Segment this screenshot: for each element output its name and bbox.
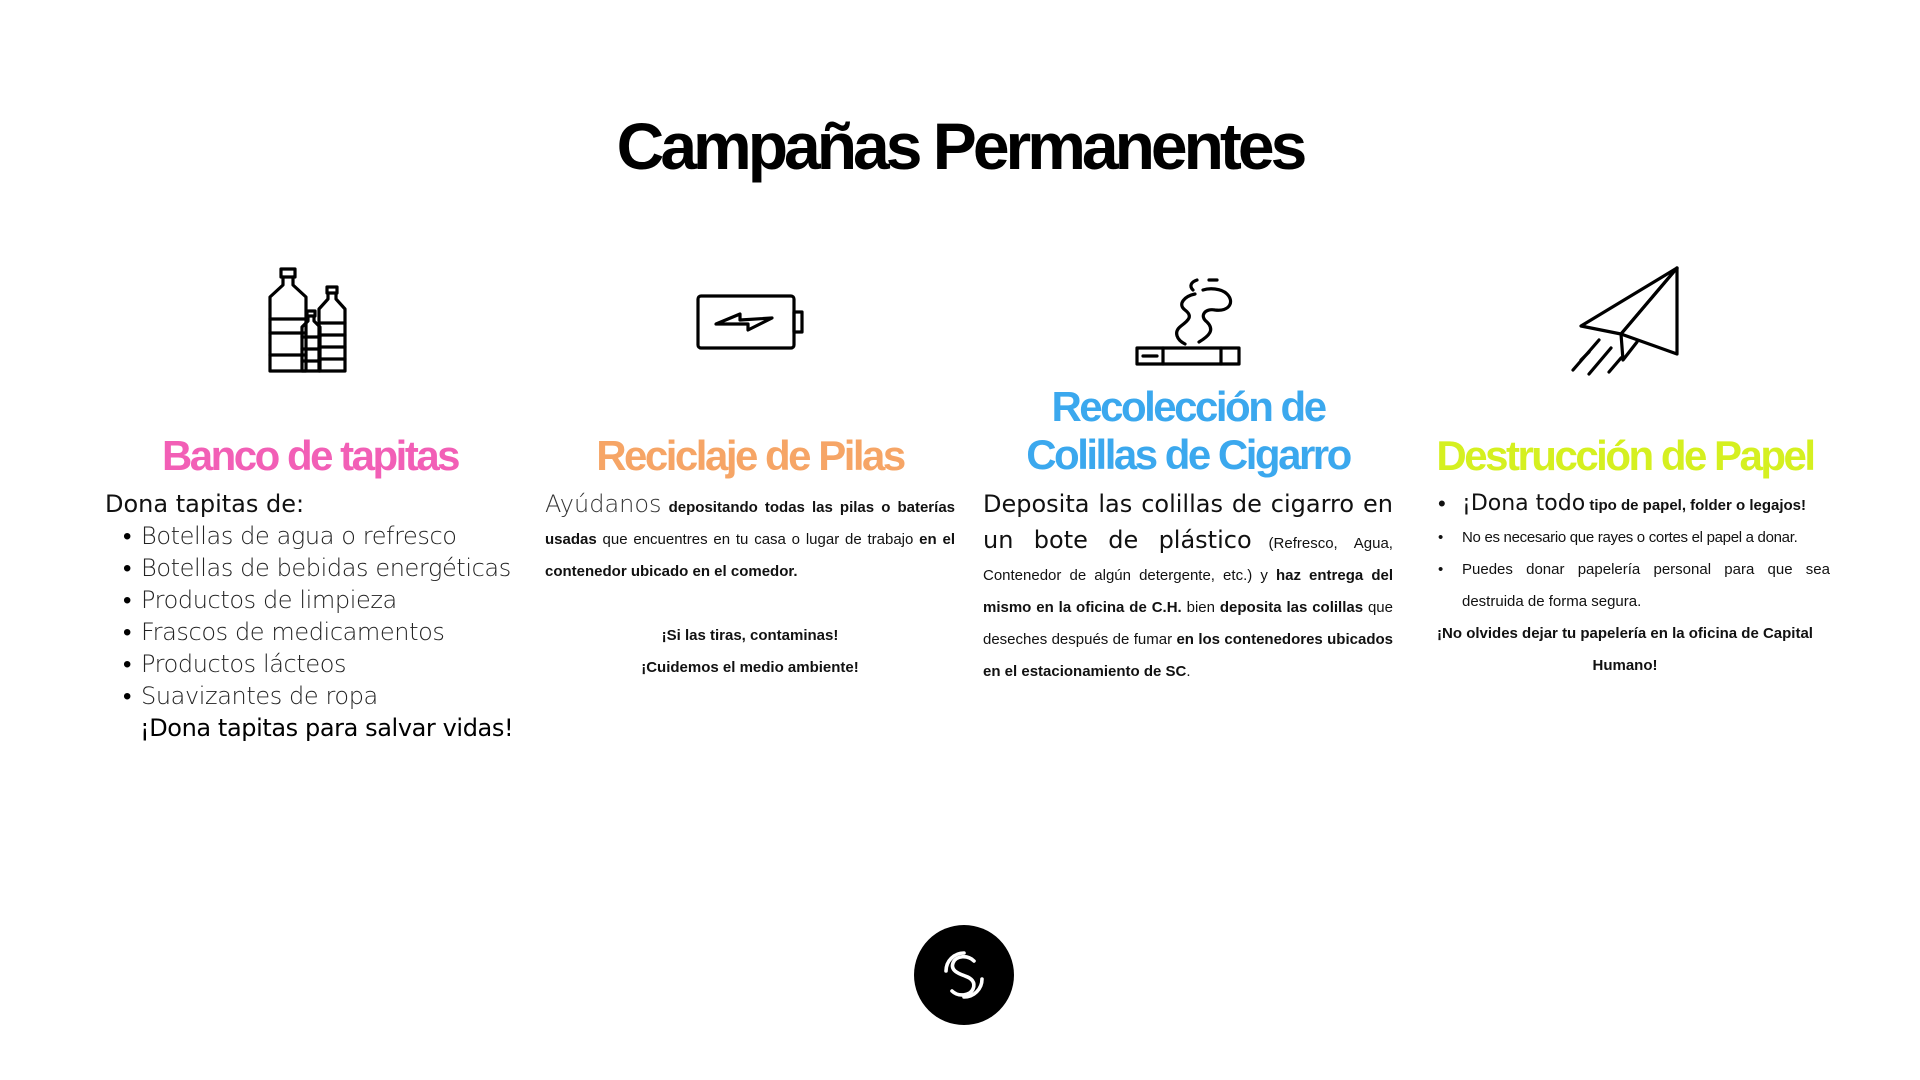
list-item: • ¡Dona todo tipo de papel, folder o legajos! <box>1438 488 1830 522</box>
list-item: • Productos lácteos <box>123 648 515 680</box>
campaign-title: Banco de tapitas <box>161 432 459 479</box>
campaign-papel <box>1420 262 1830 682</box>
list-item: • Botellas de agua o refresco <box>123 520 515 552</box>
tapitas-list <box>105 520 515 712</box>
bottles-icon <box>105 262 515 382</box>
campaign-pilas <box>545 262 955 684</box>
campaign-tapitas <box>105 262 515 744</box>
list-item: • Frascos de medicamentos <box>123 616 515 648</box>
list-item: • Puedes donar papelería personal para que sea destruida de forma segura. <box>1438 554 1830 618</box>
colillas-description: Deposita las colillas de cigarro en un bote de plástico (Refresco, Agua, Contenedor de algún detergente, etc.) y haz entrega del mismo en la oficina de C.H. bien deposita las colillas que deseches después de fumar en los contenedores ubicados en el estacionamiento de SC. <box>983 490 1393 680</box>
campaign-title: Destrucción de Papel <box>1436 432 1814 479</box>
papel-description <box>1420 488 1830 682</box>
list-item: • No es necesario que rayes o cortes el papel a donar. <box>1438 522 1830 554</box>
pilas-slogan: ¡Cuidemos el medio ambiente! <box>641 659 859 676</box>
pilas-description: Ayúdanos depositando todas las pilas o baterías usadas que encuentres en tu casa o lugar de trabajo en el contenedor ubicado en el comedor. ¡Si las tiras, contaminas! ¡Cuidemos el medio ambiente! <box>545 488 955 684</box>
tapitas-intro: Dona tapitas de: <box>105 490 305 518</box>
campaign-title: Reciclaje de Pilas <box>596 432 904 479</box>
battery-icon <box>545 262 955 382</box>
list-item: • Botellas de bebidas energéticas <box>123 552 515 584</box>
pilas-slogan: ¡Si las tiras, contaminas! <box>661 627 839 644</box>
papel-closing: ¡No olvides dejar tu papelería en la oficina de Capital Humano! <box>1437 625 1813 674</box>
list-item: • Suavizantes de ropa <box>123 680 515 712</box>
campaign-colillas <box>983 262 1393 688</box>
list-item: • Productos de limpieza <box>123 584 515 616</box>
paper-plane-icon <box>1420 262 1830 382</box>
tapitas-closing: ¡Dona tapitas para salvar vidas! <box>140 714 514 742</box>
s-logo-icon <box>914 925 1014 1025</box>
campaign-title: Recolección de Colillas de Cigarro <box>1026 383 1350 478</box>
cigarette-icon <box>983 262 1393 382</box>
page-title: Campañas Permanentes <box>616 109 1304 183</box>
